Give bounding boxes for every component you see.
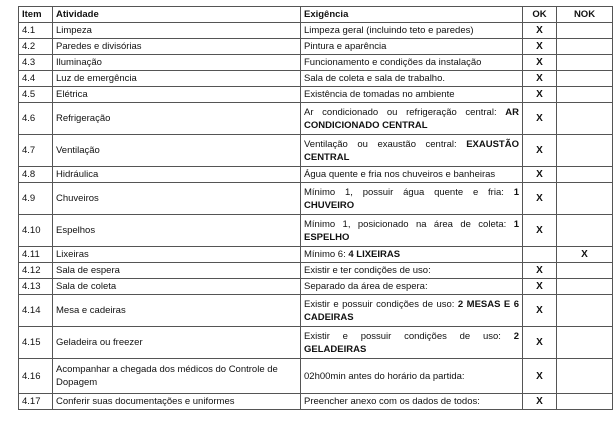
ok-cell: X <box>523 359 557 394</box>
exigencia-text: Ventilação ou exaustão central: <box>304 138 467 150</box>
nok-cell <box>557 295 613 327</box>
nok-cell <box>557 279 613 295</box>
header-nok: NOK <box>557 7 613 23</box>
table-row <box>19 359 613 394</box>
table-row <box>19 71 613 87</box>
nok-cell <box>557 71 613 87</box>
nok-cell <box>557 135 613 167</box>
header-row <box>19 7 613 23</box>
atividade-cell: Luz de emergência <box>53 71 301 87</box>
atividade-cell: Lixeiras <box>53 247 301 263</box>
exigencia-text: Existir e ter condições de uso: <box>304 265 431 276</box>
exigencia-cell <box>301 39 523 55</box>
exigencia-text: Existir e possuir condições de uso: <box>304 330 514 342</box>
table-row <box>19 279 613 295</box>
nok-cell <box>557 183 613 215</box>
table-row <box>19 23 613 39</box>
table-row <box>19 87 613 103</box>
atividade-cell: Sala de espera <box>53 263 301 279</box>
item-cell: 4.15 <box>19 327 53 359</box>
atividade-cell: Hidráulica <box>53 167 301 183</box>
atividade-cell: Refrigeração <box>53 103 301 135</box>
exigencia-cell <box>301 135 523 167</box>
table-row <box>19 327 613 359</box>
exigencia-highlight: 2 MESAS E 6 CADEIRAS <box>304 298 520 323</box>
table-row <box>19 247 613 263</box>
atividade-cell: Acompanhar a chegada dos médicos do Controle de Dopagem <box>53 359 301 394</box>
item-cell: 4.11 <box>19 247 53 263</box>
atividade-cell: Ventilação <box>53 135 301 167</box>
exigencia-text: Existir e possuir condições de uso: <box>304 298 458 310</box>
exigencia-cell <box>301 394 523 410</box>
ok-cell: X <box>523 183 557 215</box>
exigencia-cell <box>301 215 523 247</box>
exigencia-text: Funcionamento e condições da instalação <box>304 57 482 68</box>
exigencia-cell <box>301 71 523 87</box>
nok-cell <box>557 263 613 279</box>
ok-cell: X <box>523 39 557 55</box>
atividade-cell: Elétrica <box>53 87 301 103</box>
nok-cell <box>557 87 613 103</box>
exigencia-text: Sala de coleta e sala de trabalho. <box>304 73 446 84</box>
checklist-body <box>19 23 613 410</box>
exigencia-text: Preencher anexo com os dados de todos: <box>304 396 480 407</box>
item-cell: 4.9 <box>19 183 53 215</box>
item-cell: 4.8 <box>19 167 53 183</box>
checklist-table <box>18 6 613 410</box>
item-cell: 4.3 <box>19 55 53 71</box>
exigencia-cell <box>301 295 523 327</box>
ok-cell: X <box>523 394 557 410</box>
exigencia-text: Mínimo 1, posicionado na área de coleta: <box>304 218 514 230</box>
exigencia-text: Mínimo 1, possuir água quente e fria: <box>304 186 514 198</box>
exigencia-cell <box>301 23 523 39</box>
exigencia-cell <box>301 247 523 263</box>
ok-cell: X <box>523 295 557 327</box>
exigencia-highlight: 2 GELADEIRAS <box>304 330 519 355</box>
ok-cell: X <box>523 135 557 167</box>
nok-cell <box>557 167 613 183</box>
exigencia-text: Limpeza geral (incluindo teto e paredes) <box>304 25 474 36</box>
table-row <box>19 394 613 410</box>
ok-cell: X <box>523 103 557 135</box>
item-cell: 4.10 <box>19 215 53 247</box>
atividade-cell: Geladeira ou freezer <box>53 327 301 359</box>
exigencia-highlight: EXAUSTÃO CENTRAL <box>304 138 519 163</box>
item-cell: 4.16 <box>19 359 53 394</box>
table-row <box>19 263 613 279</box>
atividade-cell: Mesa e cadeiras <box>53 295 301 327</box>
table-row <box>19 167 613 183</box>
header-atividade: Atividade <box>53 7 301 23</box>
header-exigencia: Exigência <box>301 7 523 23</box>
table-row <box>19 295 613 327</box>
ok-cell: X <box>523 23 557 39</box>
item-cell: 4.4 <box>19 71 53 87</box>
nok-cell: X <box>557 247 613 263</box>
ok-cell: X <box>523 167 557 183</box>
exigencia-highlight: 1 ESPELHO <box>304 218 519 243</box>
exigencia-cell <box>301 279 523 295</box>
nok-cell <box>557 39 613 55</box>
nok-cell <box>557 359 613 394</box>
exigencia-highlight: AR CONDICIONADO CENTRAL <box>304 106 519 131</box>
exigencia-cell <box>301 327 523 359</box>
ok-cell: X <box>523 279 557 295</box>
item-cell: 4.5 <box>19 87 53 103</box>
table-row <box>19 135 613 167</box>
nok-cell <box>557 55 613 71</box>
atividade-cell: Chuveiros <box>53 183 301 215</box>
item-cell: 4.2 <box>19 39 53 55</box>
atividade-cell: Conferir suas documentações e uniformes <box>53 394 301 410</box>
exigencia-cell <box>301 55 523 71</box>
table-row <box>19 215 613 247</box>
item-cell: 4.14 <box>19 295 53 327</box>
exigencia-text: Água quente e fria nos chuveiros e banheiras <box>304 169 496 180</box>
checklist-sheet <box>18 6 613 410</box>
ok-cell: X <box>523 215 557 247</box>
ok-cell: X <box>523 327 557 359</box>
ok-cell: X <box>523 263 557 279</box>
item-cell: 4.13 <box>19 279 53 295</box>
nok-cell <box>557 103 613 135</box>
nok-cell <box>557 23 613 39</box>
atividade-cell: Paredes e divisórias <box>53 39 301 55</box>
exigencia-cell <box>301 103 523 135</box>
table-row <box>19 55 613 71</box>
exigencia-text: Pintura e aparência <box>304 41 387 52</box>
atividade-cell: Espelhos <box>53 215 301 247</box>
item-cell: 4.12 <box>19 263 53 279</box>
item-cell: 4.7 <box>19 135 53 167</box>
header-ok: OK <box>523 7 557 23</box>
ok-cell <box>523 247 557 263</box>
exigencia-text: Separado da área de espera: <box>304 281 428 292</box>
atividade-cell: Sala de coleta <box>53 279 301 295</box>
exigencia-cell <box>301 167 523 183</box>
table-row <box>19 39 613 55</box>
table-row <box>19 183 613 215</box>
exigencia-cell <box>301 359 523 394</box>
ok-cell: X <box>523 87 557 103</box>
item-cell: 4.17 <box>19 394 53 410</box>
ok-cell: X <box>523 71 557 87</box>
ok-cell: X <box>523 55 557 71</box>
exigencia-cell <box>301 87 523 103</box>
nok-cell <box>557 327 613 359</box>
atividade-cell: Limpeza <box>53 23 301 39</box>
nok-cell <box>557 394 613 410</box>
exigencia-cell <box>301 183 523 215</box>
nok-cell <box>557 215 613 247</box>
exigencia-text: Existência de tomadas no ambiente <box>304 89 455 100</box>
exigencia-cell <box>301 263 523 279</box>
exigencia-highlight: 1 CHUVEIRO <box>304 186 519 211</box>
exigencia-text: 02h00min antes do horário da partida: <box>304 370 465 382</box>
exigencia-text: Mínimo 6: <box>304 249 349 260</box>
exigencia-highlight: 4 LIXEIRAS <box>348 249 401 260</box>
item-cell: 4.6 <box>19 103 53 135</box>
header-item: Item <box>19 7 53 23</box>
item-cell: 4.1 <box>19 23 53 39</box>
table-row <box>19 103 613 135</box>
exigencia-text: Ar condicionado ou refrigeração central: <box>304 106 506 118</box>
atividade-cell: Iluminação <box>53 55 301 71</box>
